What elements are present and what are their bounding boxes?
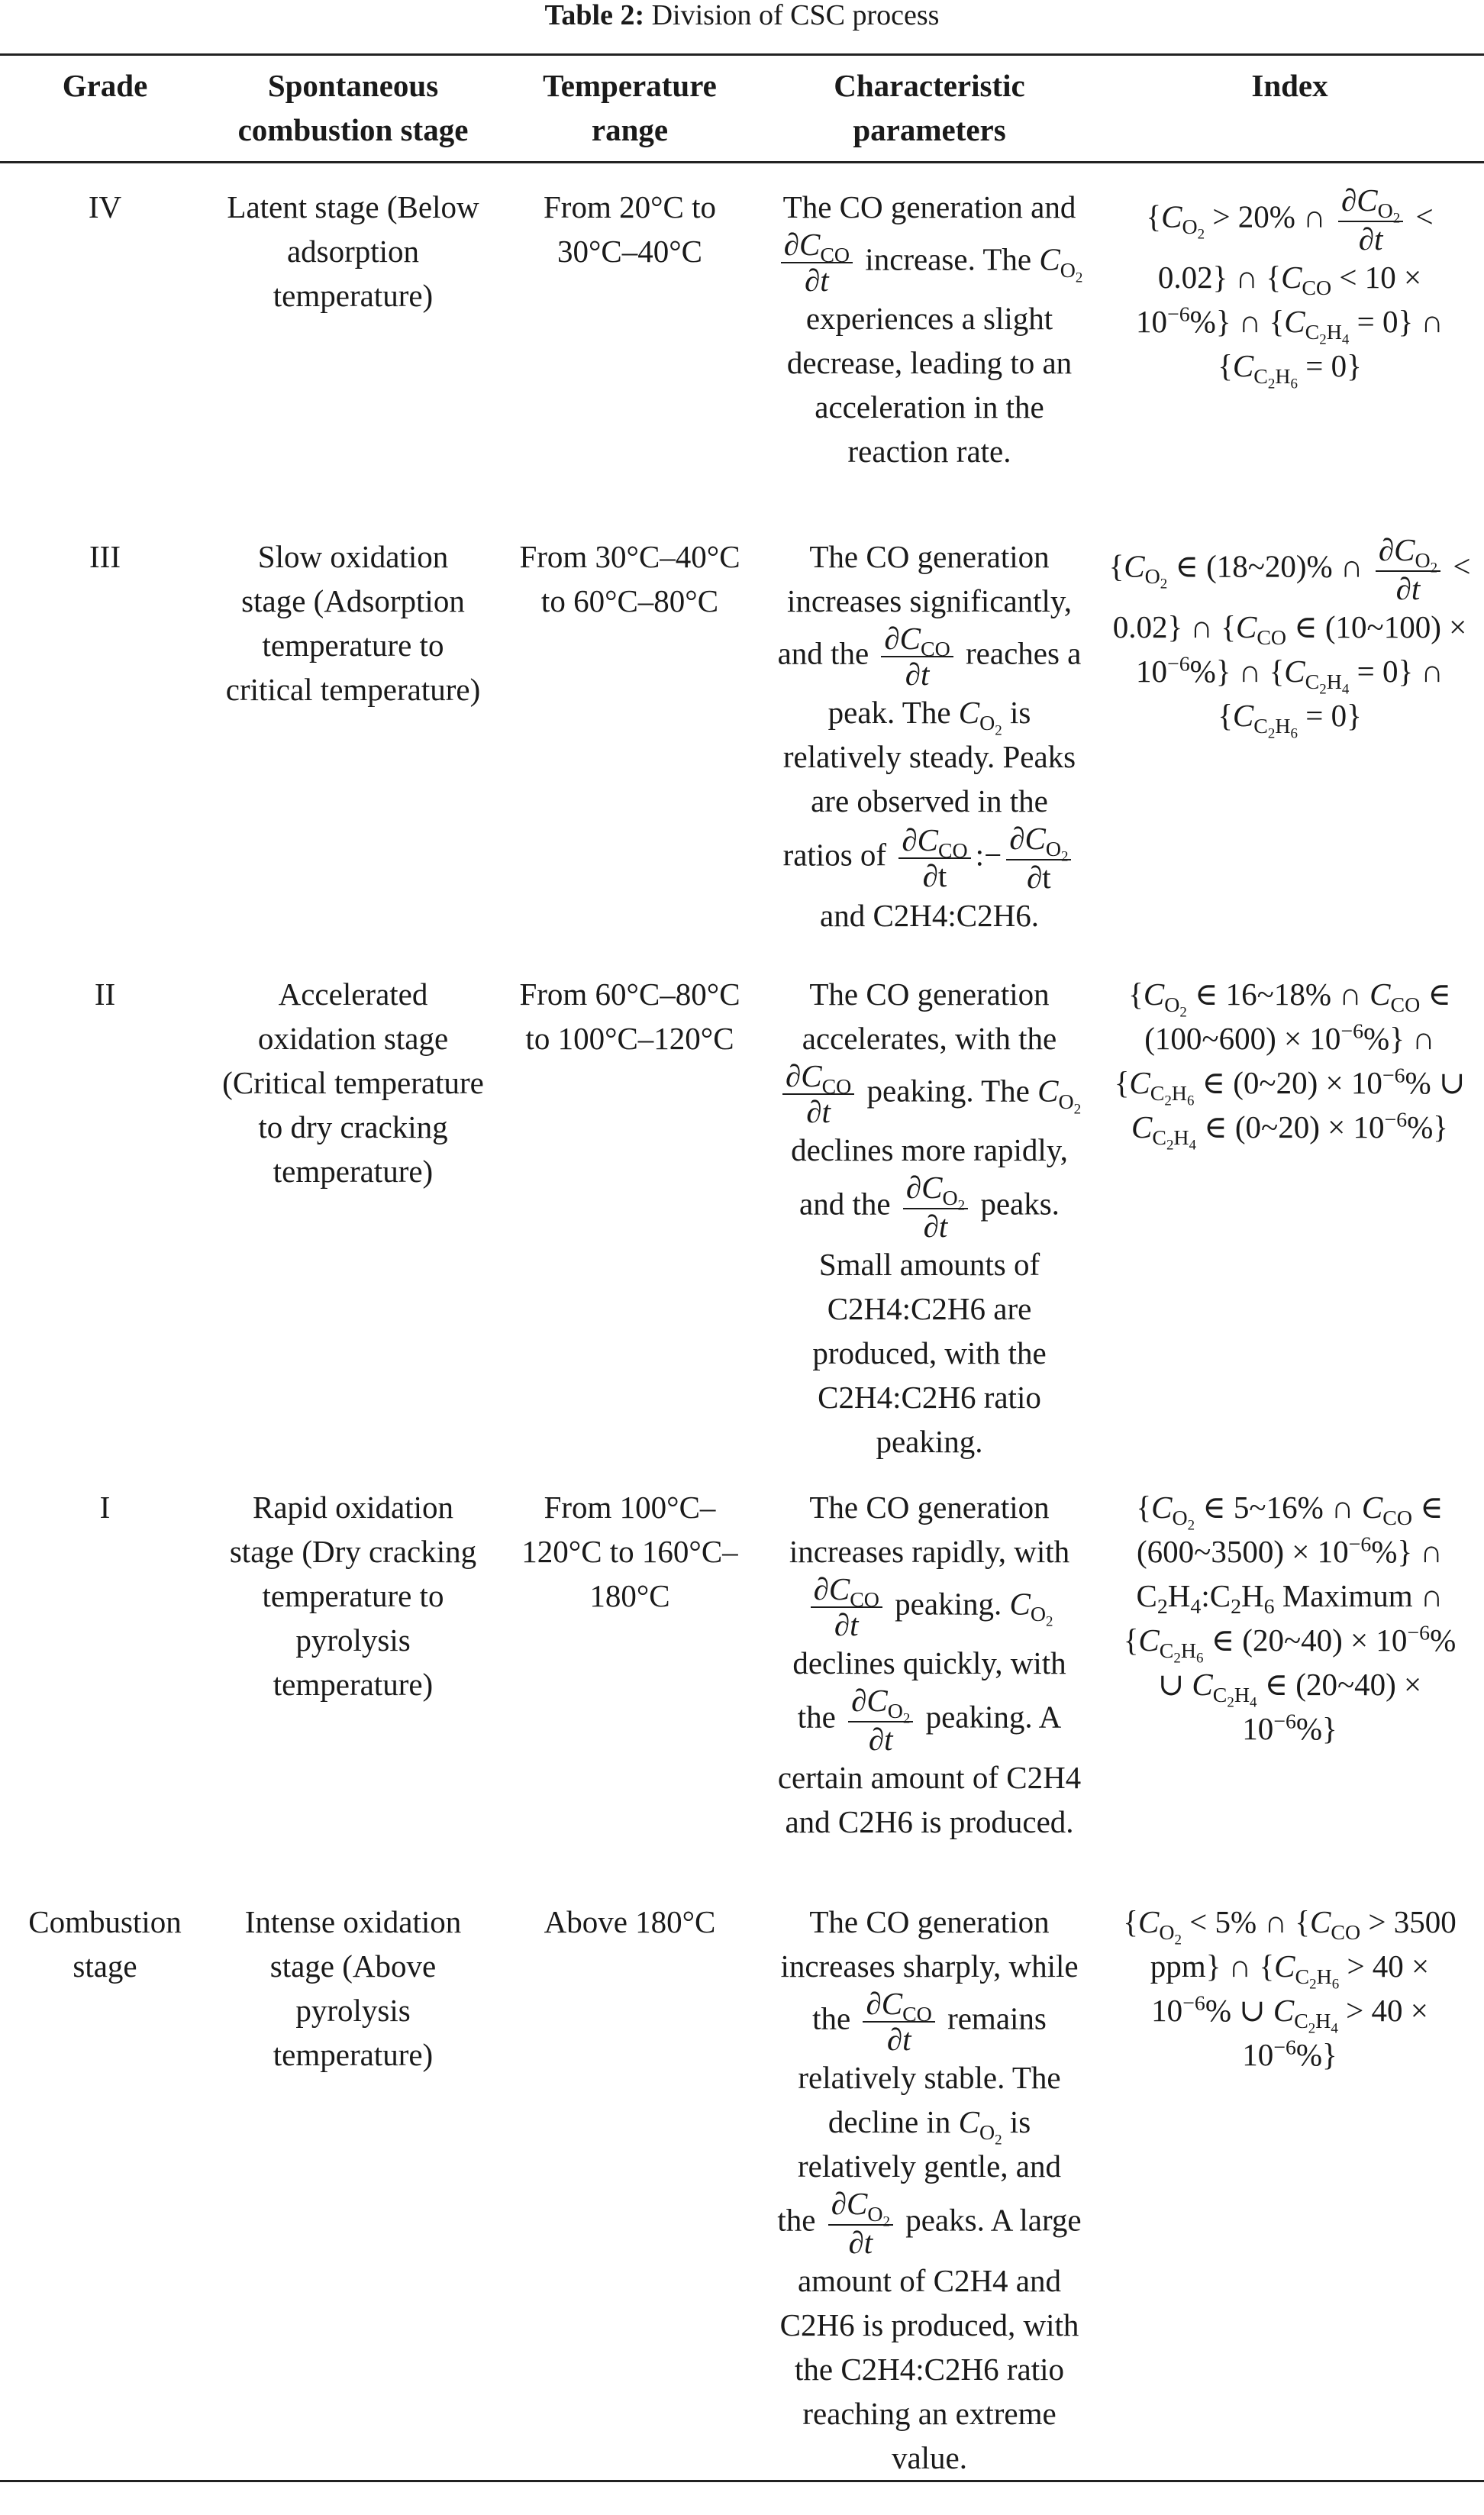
grade-cell: III <box>89 539 121 574</box>
derivative-co: $\frac{\partial C_{CO}}{\partial t}$ <box>863 1988 934 2055</box>
derivative-o2: $\frac{\partial C_{O_2}}{\partial t}$ <box>828 2188 893 2258</box>
derivative-co: $\frac{\partial C_{CO}}{\partial t}$ <box>811 1574 882 1641</box>
parameters-text: is relatively steady. Peaks are observed in the ratios of <box>782 695 1076 873</box>
parameters-text: and C2H4:C2H6. <box>820 897 1039 933</box>
table-row <box>0 1878 1484 2481</box>
derivative-o2: $\frac{\partial C_{O_2}}{\partial t}$ <box>848 1685 913 1755</box>
stage-cell: Accelerated oxidation stage (Critical temperature to dry cracking temperature) <box>222 977 484 1189</box>
parameters-text: declines quickly, with the <box>792 1645 1066 1735</box>
stage-cell: Rapid oxidation stage (Dry cracking temperature to pyrolysis temperature) <box>229 1489 477 1702</box>
parameters-cell: The CO generation and $\frac{\partial C_{CO}}{\partial t}$ increase. The $C_{O_2}$ experiences a slight decrease, leading to an acceleration in the reaction rate. <box>763 163 1095 514</box>
table-row <box>0 513 1484 951</box>
table-row <box>0 951 1484 1464</box>
stage-cell: Latent stage (Below adsorption temperature) <box>227 189 479 313</box>
temperature-cell: From 30°C–40°C to 60°C–80°C <box>519 539 740 618</box>
parameters-cell: The CO generation accelerates, with the $\frac{\partial C_{CO}}{\partial t}$ peaking. The $C_{O_2}$ declines more rapidly, and the $\frac{\partial C_{O_2}}{\partial t}$ peaks. Small amounts of C2H4:C2H6 are produced, with the C2H4:C2H6 ratio peaking. <box>763 951 1095 1464</box>
table-header-row <box>0 55 1484 163</box>
parameters-text: peaking. The <box>866 1073 1030 1109</box>
parameters-text: peaks. Small amounts of C2H4:C2H6 are produced, with the C2H4:C2H6 ratio peaking. <box>812 1186 1060 1459</box>
stage-cell: Intense oxidation stage (Above pyrolysis temperature) <box>244 1903 462 2072</box>
temperature-cell: From 20°C to 30°C–40°C <box>544 189 716 269</box>
parameters-text: peaking. <box>895 1586 1002 1622</box>
parameters-cell: The CO generation increases rapidly, with $\frac{\partial C_{CO}}{\partial t}$ peaking. $C_{O_2}$ declines quickly, with the $\frac{\partial C_{O_2}}{\partial t}$ peaking. A certain amount of C2H4 and C2H6 is produced. <box>777 1489 1082 1839</box>
table-caption <box>0 0 1484 43</box>
temperature-cell: From 60°C–80°C to 100°C–120°C <box>519 977 740 1056</box>
derivative-co: $\frac{\partial C_{CO}}{\partial t}$ <box>782 1061 854 1128</box>
table-row <box>0 163 1484 514</box>
csc-process-table <box>0 53 1484 2482</box>
table-row <box>0 1464 1484 1878</box>
header-stage: Spontaneous combustion stage <box>237 68 469 147</box>
caption-text: Division of CSC process <box>651 0 940 31</box>
derivative-o2-ratio: $\frac{\partial C_{O_2}}{\partial t}$ <box>1006 823 1071 893</box>
parameters-text: peaks. A large amount of C2H4 and C2H6 is produced, with the C2H4:C2H6 ratio reaching an extreme value. <box>779 2202 1082 2475</box>
parameters-text: The CO generation and <box>782 189 1076 224</box>
header-index: Index <box>1251 68 1328 103</box>
index-cell: {$C_{O_2} > 20\%$ ∩ $\frac{\partial C_{O_2}}{\partial t}$ < 0.02} ∩ $\{C_{CO} < 10 \times 10^{-6}\%\}$ ∩ $\{C_{C_2H_4} = 0\}$ ∩ $\{C_{C_2H_6} = 0\}$ <box>1136 182 1444 392</box>
parameters-cell: The CO generation increases significantly, and the $\frac{\partial C_{CO}}{\partial t}$ reaches a peak. The $C_{O_2}$ is relatively steady. Peaks are observed in the ratios of $\frac{\partial C_{CO}}{\partial t}$ :− $\frac{\partial C_{O_2}}{\partial t}$ and C2H4:C2H6. <box>777 539 1082 933</box>
index-cell: {$C_{O_2} < 5\%$ ∩ {$C_{CO} > 3500$ ppm} ∩ {$C_{C_2H_6} > 40 \times 10^{-6}\%$ ∪ $C_{C_2H_4} > 40 \times 10^{-6}\%$} <box>1123 1903 1457 2072</box>
parameters-text: The CO generation increases rapidly, with <box>789 1489 1070 1569</box>
parameters-text: The CO generation increases significantly, and the <box>777 539 1073 671</box>
grade-cell: IV <box>88 189 122 224</box>
temperature-cell: Above 180°C <box>544 1903 716 1939</box>
parameters-text: peaking. A certain amount of C2H4 and C2H6 is produced. <box>777 1699 1082 1839</box>
index-cell: {$C_{O_2}$ ∈ 5~16% ∩ $C_{CO}$ ∈ (600~3500) × $10^{-6}\%$} ∩ $C_2H_4:C_2H_6$ Maximum ∩ {$C_{C_2H_6}$ ∈ (20~40) × $10^{-6}\%$ ∪ $C_{C_2H_4}$ ∈ (20~40) × $10^{-6}\%$} <box>1123 1489 1457 1746</box>
parameters-text: The CO generation increases sharply, while the <box>780 1903 1079 2036</box>
parameters-text: The CO generation accelerates, with the <box>802 977 1057 1056</box>
parameters-text: remains relatively stable. The decline in <box>798 2000 1061 2139</box>
index-cell: {$C_{O_2}$ ∈ (18~20)% ∩ $\frac{\partial C_{O_2}}{\partial t}$ < 0.02} ∩ {$C_{CO}$ ∈ (10~100) × $10^{-6}\%$} ∩ $\{C_{C_2H_4} = 0\}$ ∩ $\{C_{C_2H_6} = 0\}$ <box>1108 532 1471 742</box>
grade-cell: I <box>99 1489 111 1525</box>
caption-label: Table 2: <box>544 0 645 31</box>
index-cell: {$C_{O_2}$ ∈ 16~18% ∩ $C_{CO}$ ∈ (100~600) × $10^{-6}\%$} ∩ {$C_{C_2H_6}$ ∈ (0~20) × $10^{-6}\%$ ∪ $C_{C_2H_4}$ ∈ (0~20) × $10^{-6}\%$} <box>1114 977 1466 1154</box>
temperature-cell: From 100°C–120°C to 160°C–180°C <box>521 1489 738 1613</box>
header-grade: Grade <box>62 68 148 103</box>
derivative-o2: $\frac{\partial C_{O_2}}{\partial t}$ <box>903 1172 968 1242</box>
parameters-text: is relatively gentle, and the <box>777 2103 1061 2238</box>
stage-cell: Slow oxidation stage (Adsorption temperature to critical temperature) <box>225 539 481 707</box>
parameters-text: experiences a slight decrease, leading to an acceleration in the reaction rate. <box>786 301 1073 469</box>
parameters-text: declines more rapidly, and the <box>791 1132 1068 1222</box>
derivative-co-ratio: $\frac{\partial C_{CO}}{\partial t}$ <box>898 825 970 892</box>
parameters-text: increase. The <box>865 241 1032 277</box>
derivative-co: $\frac{\partial C_{CO}}{\partial t}$ <box>881 623 953 690</box>
derivative-co: $\frac{\partial C_{CO}}{\partial t}$ <box>781 229 853 296</box>
grade-cell: Combustion stage <box>28 1903 182 1984</box>
header-parameters: Characteristic parameters <box>834 68 1025 147</box>
header-temperature: Temperature range <box>543 68 717 147</box>
parameters-cell: The CO generation increases sharply, while the $\frac{\partial C_{CO}}{\partial t}$ remains relatively stable. The decline in $C_{O_2}$ is relatively gentle, and the $\frac{\partial C_{O_2}}{\partial t}$ peaks. A large amount of C2H4 and C2H6 is produced, with the C2H4:C2H6 ratio reaching an extreme value. <box>777 1903 1082 2475</box>
grade-cell: II <box>94 977 116 1012</box>
parameters-text: reaches a peak. The <box>827 635 1082 730</box>
